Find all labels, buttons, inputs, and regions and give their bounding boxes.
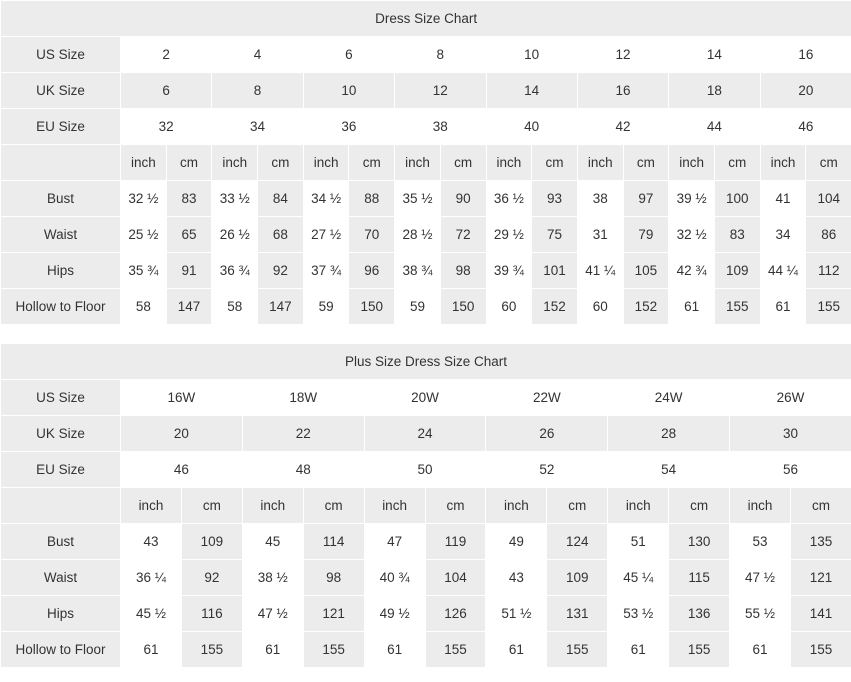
unit-label: inch [669, 145, 715, 181]
measurement-value: 84 [258, 181, 304, 217]
measurement-value: 101 [532, 253, 578, 289]
measurement-value: 38 ½ [242, 560, 303, 596]
unit-label: inch [577, 145, 623, 181]
measurement-value: 59 [303, 289, 349, 325]
measurement-value: 29 ½ [486, 217, 532, 253]
measurement-value: 40 ¾ [364, 560, 425, 596]
measurement-value: 150 [349, 289, 395, 325]
unit-row [1, 145, 851, 181]
row-label: Hollow to Floor [1, 289, 121, 325]
row-label-empty [1, 488, 121, 524]
row-label: Hips [1, 596, 121, 632]
measurement-row [1, 524, 851, 560]
size-value: 6 [121, 73, 212, 109]
measurement-value: 104 [806, 181, 851, 217]
measurement-value: 38 [577, 181, 623, 217]
measurement-value: 61 [669, 289, 715, 325]
measurement-value: 114 [303, 524, 364, 560]
unit-label: cm [440, 145, 486, 181]
measurement-value: 39 ¾ [486, 253, 532, 289]
measurement-value: 33 ½ [212, 181, 258, 217]
eu-size-row [1, 452, 851, 488]
size-value: 16W [121, 380, 243, 416]
measurement-value: 136 [669, 596, 730, 632]
size-value: 20 [760, 73, 851, 109]
row-label: US Size [1, 37, 121, 73]
measurement-value: 39 ½ [669, 181, 715, 217]
size-value: 22 [242, 416, 364, 452]
measurement-value: 61 [608, 632, 669, 668]
unit-label: inch [760, 145, 806, 181]
measurement-value: 155 [790, 632, 851, 668]
measurement-value: 51 ½ [486, 596, 547, 632]
size-value: 16 [577, 73, 668, 109]
measurement-value: 155 [425, 632, 486, 668]
unit-label: inch [486, 488, 547, 524]
unit-label: cm [714, 145, 760, 181]
unit-label: inch [121, 145, 167, 181]
size-value: 26 [486, 416, 608, 452]
measurement-value: 116 [181, 596, 242, 632]
measurement-value: 155 [303, 632, 364, 668]
size-value: 50 [364, 452, 486, 488]
size-value: 40 [486, 109, 577, 145]
size-value: 46 [121, 452, 243, 488]
measurement-value: 121 [303, 596, 364, 632]
measurement-value: 47 ½ [242, 596, 303, 632]
measurement-value: 35 ¾ [121, 253, 167, 289]
size-value: 20W [364, 380, 486, 416]
chart-title: Dress Size Chart [1, 1, 851, 37]
measurement-value: 45 [242, 524, 303, 560]
measurement-value: 45 ¼ [608, 560, 669, 596]
measurement-value: 42 ¾ [669, 253, 715, 289]
measurement-value: 53 [730, 524, 791, 560]
row-label: EU Size [1, 109, 121, 145]
row-label: Bust [1, 524, 121, 560]
measurement-value: 88 [349, 181, 395, 217]
measurement-value: 155 [714, 289, 760, 325]
unit-label: inch [303, 145, 349, 181]
unit-row [1, 488, 851, 524]
measurement-value: 49 ½ [364, 596, 425, 632]
measurement-value: 131 [547, 596, 608, 632]
row-label: UK Size [1, 416, 121, 452]
size-value: 8 [395, 37, 486, 73]
measurement-value: 26 ½ [212, 217, 258, 253]
us-size-row [1, 37, 851, 73]
measurement-value: 61 [242, 632, 303, 668]
unit-label: inch [242, 488, 303, 524]
size-value: 48 [242, 452, 364, 488]
measurement-value: 121 [790, 560, 851, 596]
row-label: Waist [1, 560, 121, 596]
measurement-value: 43 [121, 524, 182, 560]
measurement-value: 100 [714, 181, 760, 217]
size-value: 8 [212, 73, 303, 109]
size-value: 30 [730, 416, 851, 452]
measurement-value: 135 [790, 524, 851, 560]
measurement-value: 91 [166, 253, 212, 289]
size-value: 12 [577, 37, 668, 73]
unit-label: inch [212, 145, 258, 181]
measurement-value: 115 [669, 560, 730, 596]
measurement-value: 61 [364, 632, 425, 668]
measurement-value: 36 ¾ [212, 253, 258, 289]
measurement-value: 45 ½ [121, 596, 182, 632]
measurement-value: 155 [806, 289, 851, 325]
measurement-value: 93 [532, 181, 578, 217]
measurement-value: 60 [486, 289, 532, 325]
size-value: 56 [730, 452, 851, 488]
measurement-value: 152 [623, 289, 669, 325]
measurement-value: 109 [181, 524, 242, 560]
measurement-value: 31 [577, 217, 623, 253]
measurement-value: 86 [806, 217, 851, 253]
size-chart-1 [0, 0, 851, 325]
measurement-value: 34 ½ [303, 181, 349, 217]
measurement-value: 141 [790, 596, 851, 632]
us-size-row [1, 380, 851, 416]
size-value: 18W [242, 380, 364, 416]
measurement-value: 147 [258, 289, 304, 325]
chart-separator [0, 325, 851, 343]
measurement-value: 152 [532, 289, 578, 325]
measurement-value: 51 [608, 524, 669, 560]
measurement-value: 28 ½ [395, 217, 441, 253]
measurement-value: 47 ½ [730, 560, 791, 596]
measurement-value: 41 [760, 181, 806, 217]
measurement-value: 92 [258, 253, 304, 289]
measurement-row [1, 632, 851, 668]
size-value: 36 [303, 109, 394, 145]
size-value: 14 [669, 37, 760, 73]
measurement-value: 43 [486, 560, 547, 596]
measurement-value: 155 [669, 632, 730, 668]
measurement-value: 112 [806, 253, 851, 289]
row-label: EU Size [1, 452, 121, 488]
measurement-row [1, 217, 851, 253]
measurement-value: 47 [364, 524, 425, 560]
measurement-value: 36 ¼ [121, 560, 182, 596]
row-label: Waist [1, 217, 121, 253]
unit-label: inch [364, 488, 425, 524]
measurement-value: 96 [349, 253, 395, 289]
chart-title: Plus Size Dress Size Chart [1, 344, 851, 380]
size-value: 32 [121, 109, 212, 145]
chart-title-row [1, 1, 851, 37]
unit-label: cm [669, 488, 730, 524]
size-value: 42 [577, 109, 668, 145]
unit-label: cm [349, 145, 395, 181]
size-value: 6 [303, 37, 394, 73]
unit-label: cm [623, 145, 669, 181]
unit-label: cm [806, 145, 851, 181]
unit-label: cm [425, 488, 486, 524]
measurement-value: 38 ¾ [395, 253, 441, 289]
size-chart-table [0, 0, 851, 325]
size-value: 20 [121, 416, 243, 452]
measurement-value: 70 [349, 217, 395, 253]
measurement-value: 83 [166, 181, 212, 217]
unit-label: cm [547, 488, 608, 524]
size-value: 34 [212, 109, 303, 145]
uk-size-row [1, 73, 851, 109]
measurement-value: 61 [121, 632, 182, 668]
measurement-value: 68 [258, 217, 304, 253]
measurement-value: 72 [440, 217, 486, 253]
unit-label: cm [790, 488, 851, 524]
unit-label: inch [395, 145, 441, 181]
measurement-row [1, 181, 851, 217]
measurement-row [1, 289, 851, 325]
measurement-value: 150 [440, 289, 486, 325]
measurement-value: 79 [623, 217, 669, 253]
size-value: 28 [608, 416, 730, 452]
measurement-row [1, 253, 851, 289]
row-label: US Size [1, 380, 121, 416]
unit-label: cm [166, 145, 212, 181]
size-value: 38 [395, 109, 486, 145]
size-value: 12 [395, 73, 486, 109]
measurement-value: 130 [669, 524, 730, 560]
uk-size-row [1, 416, 851, 452]
measurement-value: 25 ½ [121, 217, 167, 253]
measurement-value: 34 [760, 217, 806, 253]
measurement-value: 98 [440, 253, 486, 289]
measurement-value: 109 [547, 560, 608, 596]
measurement-value: 124 [547, 524, 608, 560]
measurement-value: 98 [303, 560, 364, 596]
row-label: Bust [1, 181, 121, 217]
row-label: UK Size [1, 73, 121, 109]
measurement-value: 119 [425, 524, 486, 560]
size-value: 54 [608, 452, 730, 488]
size-chart-table [0, 343, 851, 668]
measurement-value: 97 [623, 181, 669, 217]
unit-label: inch [730, 488, 791, 524]
size-value: 52 [486, 452, 608, 488]
unit-label: cm [181, 488, 242, 524]
measurement-value: 155 [547, 632, 608, 668]
measurement-value: 65 [166, 217, 212, 253]
size-value: 22W [486, 380, 608, 416]
measurement-value: 35 ½ [395, 181, 441, 217]
measurement-value: 92 [181, 560, 242, 596]
measurement-value: 32 ½ [121, 181, 167, 217]
measurement-row [1, 596, 851, 632]
size-value: 4 [212, 37, 303, 73]
row-label-empty [1, 145, 121, 181]
size-value: 10 [303, 73, 394, 109]
size-value: 24W [608, 380, 730, 416]
measurement-value: 32 ½ [669, 217, 715, 253]
measurement-value: 61 [486, 632, 547, 668]
row-label: Hollow to Floor [1, 632, 121, 668]
size-value: 16 [760, 37, 851, 73]
eu-size-row [1, 109, 851, 145]
measurement-value: 126 [425, 596, 486, 632]
unit-label: inch [608, 488, 669, 524]
measurement-value: 55 ½ [730, 596, 791, 632]
measurement-value: 41 ¼ [577, 253, 623, 289]
measurement-value: 36 ½ [486, 181, 532, 217]
measurement-value: 75 [532, 217, 578, 253]
unit-label: cm [303, 488, 364, 524]
measurement-value: 155 [181, 632, 242, 668]
measurement-value: 58 [121, 289, 167, 325]
measurement-value: 58 [212, 289, 258, 325]
measurement-value: 60 [577, 289, 623, 325]
unit-label: cm [532, 145, 578, 181]
measurement-value: 37 ¾ [303, 253, 349, 289]
measurement-value: 83 [714, 217, 760, 253]
size-value: 14 [486, 73, 577, 109]
measurement-value: 109 [714, 253, 760, 289]
measurement-value: 61 [730, 632, 791, 668]
size-value: 2 [121, 37, 212, 73]
size-value: 46 [760, 109, 851, 145]
size-value: 18 [669, 73, 760, 109]
measurement-value: 105 [623, 253, 669, 289]
unit-label: inch [486, 145, 532, 181]
measurement-value: 90 [440, 181, 486, 217]
unit-label: inch [121, 488, 182, 524]
size-chart-2 [0, 343, 851, 668]
measurement-value: 53 ½ [608, 596, 669, 632]
measurement-value: 44 ¼ [760, 253, 806, 289]
measurement-value: 27 ½ [303, 217, 349, 253]
measurement-value: 147 [166, 289, 212, 325]
measurement-value: 61 [760, 289, 806, 325]
size-value: 26W [730, 380, 851, 416]
measurement-value: 49 [486, 524, 547, 560]
chart-title-row [1, 344, 851, 380]
measurement-row [1, 560, 851, 596]
unit-label: cm [258, 145, 304, 181]
size-value: 24 [364, 416, 486, 452]
row-label: Hips [1, 253, 121, 289]
measurement-value: 59 [395, 289, 441, 325]
size-value: 10 [486, 37, 577, 73]
size-value: 44 [669, 109, 760, 145]
measurement-value: 104 [425, 560, 486, 596]
